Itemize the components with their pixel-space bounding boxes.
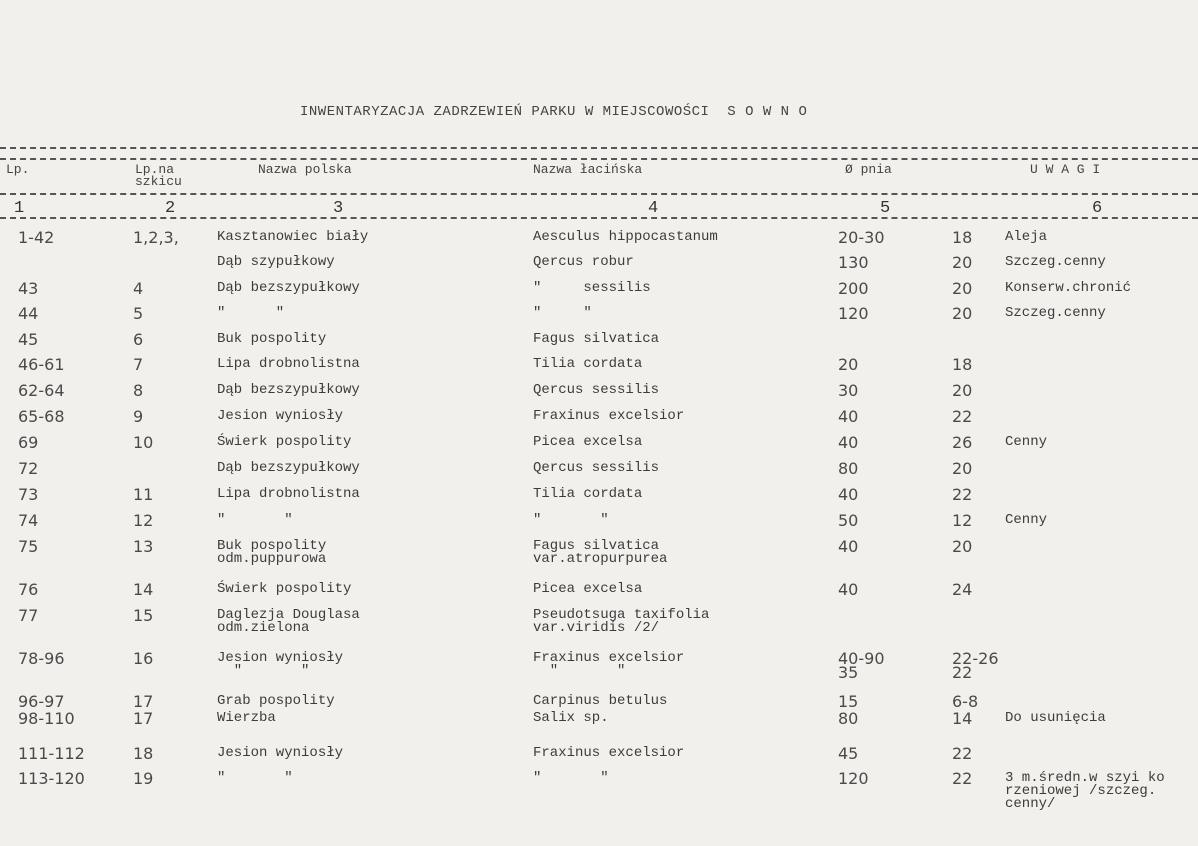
cell-nazwa-polska: Grab pospolity — [217, 693, 335, 709]
header-lp: Lp. — [6, 162, 30, 177]
header-bottom-rule — [0, 217, 1198, 219]
cell-nazwa-lacinska: Tilia cordata — [533, 486, 643, 502]
cell-nazwa-polska: Buk pospolity — [217, 331, 327, 347]
cell-lp: 65-68 — [18, 407, 65, 426]
cell-srednica: 40 — [838, 433, 859, 452]
cell-srednica: 40 — [838, 407, 859, 426]
cell-wysokosc: 22 — [952, 407, 973, 426]
cell-srednica: 20-30 — [838, 228, 885, 247]
cell-lp-szkic: 17 — [133, 709, 154, 728]
cell-nazwa-lacinska: Pseudotsuga taxifolia var.viridis /2/ — [533, 607, 710, 636]
cell-nazwa-polska: Dąb szypułkowy — [217, 254, 335, 270]
cell-nazwa-lacinska: Fraxinus excelsior — [533, 745, 685, 761]
cell-lp-szkic: 4 — [133, 279, 144, 298]
cell-nazwa-polska: Jesion wyniosły — [217, 745, 344, 761]
cell-lp-szkic: 17 — [133, 692, 154, 711]
cell-nazwa-lacinska: Qercus sessilis — [533, 382, 660, 398]
cell-lp: 113-120 — [18, 769, 85, 788]
header-srednica-pnia: Ø pnia — [845, 162, 892, 177]
cell-lp: 78-96 — [18, 649, 65, 668]
cell-lp: 76 — [18, 580, 39, 599]
cell-nazwa-polska: Daglezja Douglasa odm.zielona — [217, 607, 360, 636]
cell-lp: 74 — [18, 511, 39, 530]
cell-srednica: 40 — [838, 537, 859, 556]
cell-nazwa-polska: Jesion wyniosły — [217, 408, 344, 424]
cell-srednica: 40 — [838, 485, 859, 504]
cell-lp: 111-112 — [18, 744, 85, 763]
cell-srednica: 30 — [838, 381, 859, 400]
cell-nazwa-polska: Świerk pospolity — [217, 581, 352, 597]
cell-nazwa-polska: " " — [217, 305, 285, 321]
cell-wysokosc: 20 — [952, 279, 973, 298]
cell-lp: 75 — [18, 537, 39, 556]
cell-srednica: 20 — [838, 355, 859, 374]
cell-srednica: 80 — [838, 709, 859, 728]
cell-uwagi: Szczeg.cenny — [1005, 305, 1106, 321]
cell-lp: 72 — [18, 459, 39, 478]
column-number-5: 5 — [880, 199, 891, 218]
cell-uwagi: Cenny — [1005, 434, 1048, 450]
cell-lp: 69 — [18, 433, 39, 452]
cell-srednica: 50 — [838, 511, 859, 530]
cell-nazwa-lacinska: Fraxinus excelsior — [533, 408, 685, 424]
cell-wysokosc: 22 — [952, 744, 973, 763]
column-number-2: 2 — [165, 199, 176, 218]
cell-nazwa-polska: " " — [217, 770, 293, 786]
document-title: INWENTARYZACJA ZADRZEWIEŃ PARKU W MIEJSCOWOŚCI S O W N O — [300, 104, 808, 120]
cell-lp-szkic: 10 — [133, 433, 154, 452]
cell-srednica: 120 — [838, 769, 869, 788]
cell-srednica: 40-90 35 — [838, 649, 885, 682]
cell-lp: 45 — [18, 330, 39, 349]
cell-lp: 62-64 — [18, 381, 65, 400]
cell-wysokosc: 6-8 — [952, 692, 979, 711]
column-number-4: 4 — [648, 199, 659, 218]
cell-nazwa-lacinska: Carpinus betulus — [533, 693, 668, 709]
cell-wysokosc: 18 — [952, 228, 973, 247]
header-top-rule-2 — [0, 158, 1198, 160]
cell-lp: 98-110 — [18, 709, 75, 728]
cell-wysokosc: 18 — [952, 355, 973, 374]
cell-lp-szkic: 18 — [133, 744, 154, 763]
cell-nazwa-polska: Wierzba — [217, 710, 276, 726]
cell-lp-szkic: 9 — [133, 407, 144, 426]
column-number-1: 1 — [14, 199, 25, 218]
cell-lp-szkic: 13 — [133, 537, 154, 556]
cell-lp-szkic: 16 — [133, 649, 154, 668]
cell-wysokosc: 12 — [952, 511, 973, 530]
cell-srednica: 40 — [838, 580, 859, 599]
cell-lp-szkic: 6 — [133, 330, 144, 349]
cell-nazwa-lacinska: " " — [533, 512, 609, 528]
cell-wysokosc: 24 — [952, 580, 973, 599]
cell-lp-szkic: 5 — [133, 304, 144, 323]
cell-srednica: 200 — [838, 279, 869, 298]
cell-wysokosc: 22 — [952, 485, 973, 504]
cell-lp-szkic: 14 — [133, 580, 154, 599]
cell-srednica: 120 — [838, 304, 869, 323]
cell-lp-szkic: 12 — [133, 511, 154, 530]
cell-wysokosc: 20 — [952, 459, 973, 478]
cell-lp-szkic: 19 — [133, 769, 154, 788]
cell-nazwa-lacinska: Picea excelsa — [533, 581, 643, 597]
cell-nazwa-lacinska: " " — [533, 770, 609, 786]
cell-lp-szkic: 8 — [133, 381, 144, 400]
header-nazwa-polska: Nazwa polska — [258, 162, 352, 177]
cell-lp-szkic: 11 — [133, 485, 154, 504]
cell-srednica: 45 — [838, 744, 859, 763]
cell-nazwa-lacinska: " sessilis — [533, 280, 651, 296]
cell-nazwa-lacinska: Salix sp. — [533, 710, 609, 726]
cell-wysokosc: 20 — [952, 253, 973, 272]
cell-uwagi: Konserw.chronić — [1005, 280, 1132, 296]
cell-uwagi: Cenny — [1005, 512, 1048, 528]
cell-nazwa-lacinska: Fraxinus excelsior " " — [533, 650, 685, 679]
cell-lp: 73 — [18, 485, 39, 504]
cell-lp-szkic: 1,2,3, — [133, 228, 179, 247]
cell-nazwa-polska: Świerk pospolity — [217, 434, 352, 450]
cell-nazwa-lacinska: " " — [533, 305, 592, 321]
cell-nazwa-lacinska: Qercus robur — [533, 254, 634, 270]
cell-nazwa-lacinska: Tilia cordata — [533, 356, 643, 372]
cell-lp: 46-61 — [18, 355, 65, 374]
cell-nazwa-polska: Dąb bezszypułkowy — [217, 460, 360, 476]
cell-nazwa-polska: Jesion wyniosły " " — [217, 650, 344, 679]
cell-wysokosc: 20 — [952, 304, 973, 323]
cell-wysokosc: 22 — [952, 769, 973, 788]
column-number-3: 3 — [333, 199, 344, 218]
cell-nazwa-polska: Kasztanowiec biały — [217, 229, 369, 245]
cell-srednica: 15 — [838, 692, 859, 711]
cell-lp-szkic: 15 — [133, 606, 154, 625]
cell-nazwa-lacinska: Picea excelsa — [533, 434, 643, 450]
cell-uwagi: Do usunięcia — [1005, 710, 1106, 726]
column-number-6: 6 — [1092, 199, 1103, 218]
header-nazwa-lacinska: Nazwa łacińska — [533, 162, 643, 177]
header-uwagi: U W A G I — [1030, 162, 1101, 177]
cell-uwagi: Aleja — [1005, 229, 1048, 245]
cell-nazwa-polska: Lipa drobnolistna — [217, 356, 360, 372]
cell-lp-szkic: 7 — [133, 355, 144, 374]
cell-uwagi: 3 m.średn.w szyi ko rzeniowej /szczeg. cenny/ — [1005, 770, 1165, 812]
cell-nazwa-polska: Lipa drobnolistna — [217, 486, 360, 502]
cell-wysokosc: 20 — [952, 537, 973, 556]
cell-nazwa-polska: Dąb bezszypułkowy — [217, 280, 360, 296]
cell-nazwa-polska: Dąb bezszypułkowy — [217, 382, 360, 398]
cell-uwagi: Szczeg.cenny — [1005, 254, 1106, 270]
cell-lp: 44 — [18, 304, 39, 323]
header-lp-szkic: Lp.na szkicu — [135, 162, 182, 189]
cell-srednica: 130 — [838, 253, 869, 272]
cell-lp: 96-97 — [18, 692, 65, 711]
cell-wysokosc: 20 — [952, 381, 973, 400]
cell-lp: 1-42 — [18, 228, 55, 247]
cell-wysokosc: 22-26 22 — [952, 649, 999, 682]
cell-nazwa-lacinska: Fagus silvatica — [533, 331, 660, 347]
cell-srednica: 80 — [838, 459, 859, 478]
cell-nazwa-lacinska: Aesculus hippocastanum — [533, 229, 718, 245]
cell-nazwa-lacinska: Qercus sessilis — [533, 460, 660, 476]
cell-lp: 77 — [18, 606, 39, 625]
cell-nazwa-polska: " " — [217, 512, 293, 528]
cell-nazwa-polska: Buk pospolity odm.puppurowa — [217, 538, 327, 567]
cell-wysokosc: 26 — [952, 433, 973, 452]
cell-wysokosc: 14 — [952, 709, 973, 728]
header-mid-rule — [0, 193, 1198, 195]
header-top-rule — [0, 147, 1198, 149]
cell-nazwa-lacinska: Fagus silvatica var.atropurpurea — [533, 538, 668, 567]
cell-lp: 43 — [18, 279, 39, 298]
